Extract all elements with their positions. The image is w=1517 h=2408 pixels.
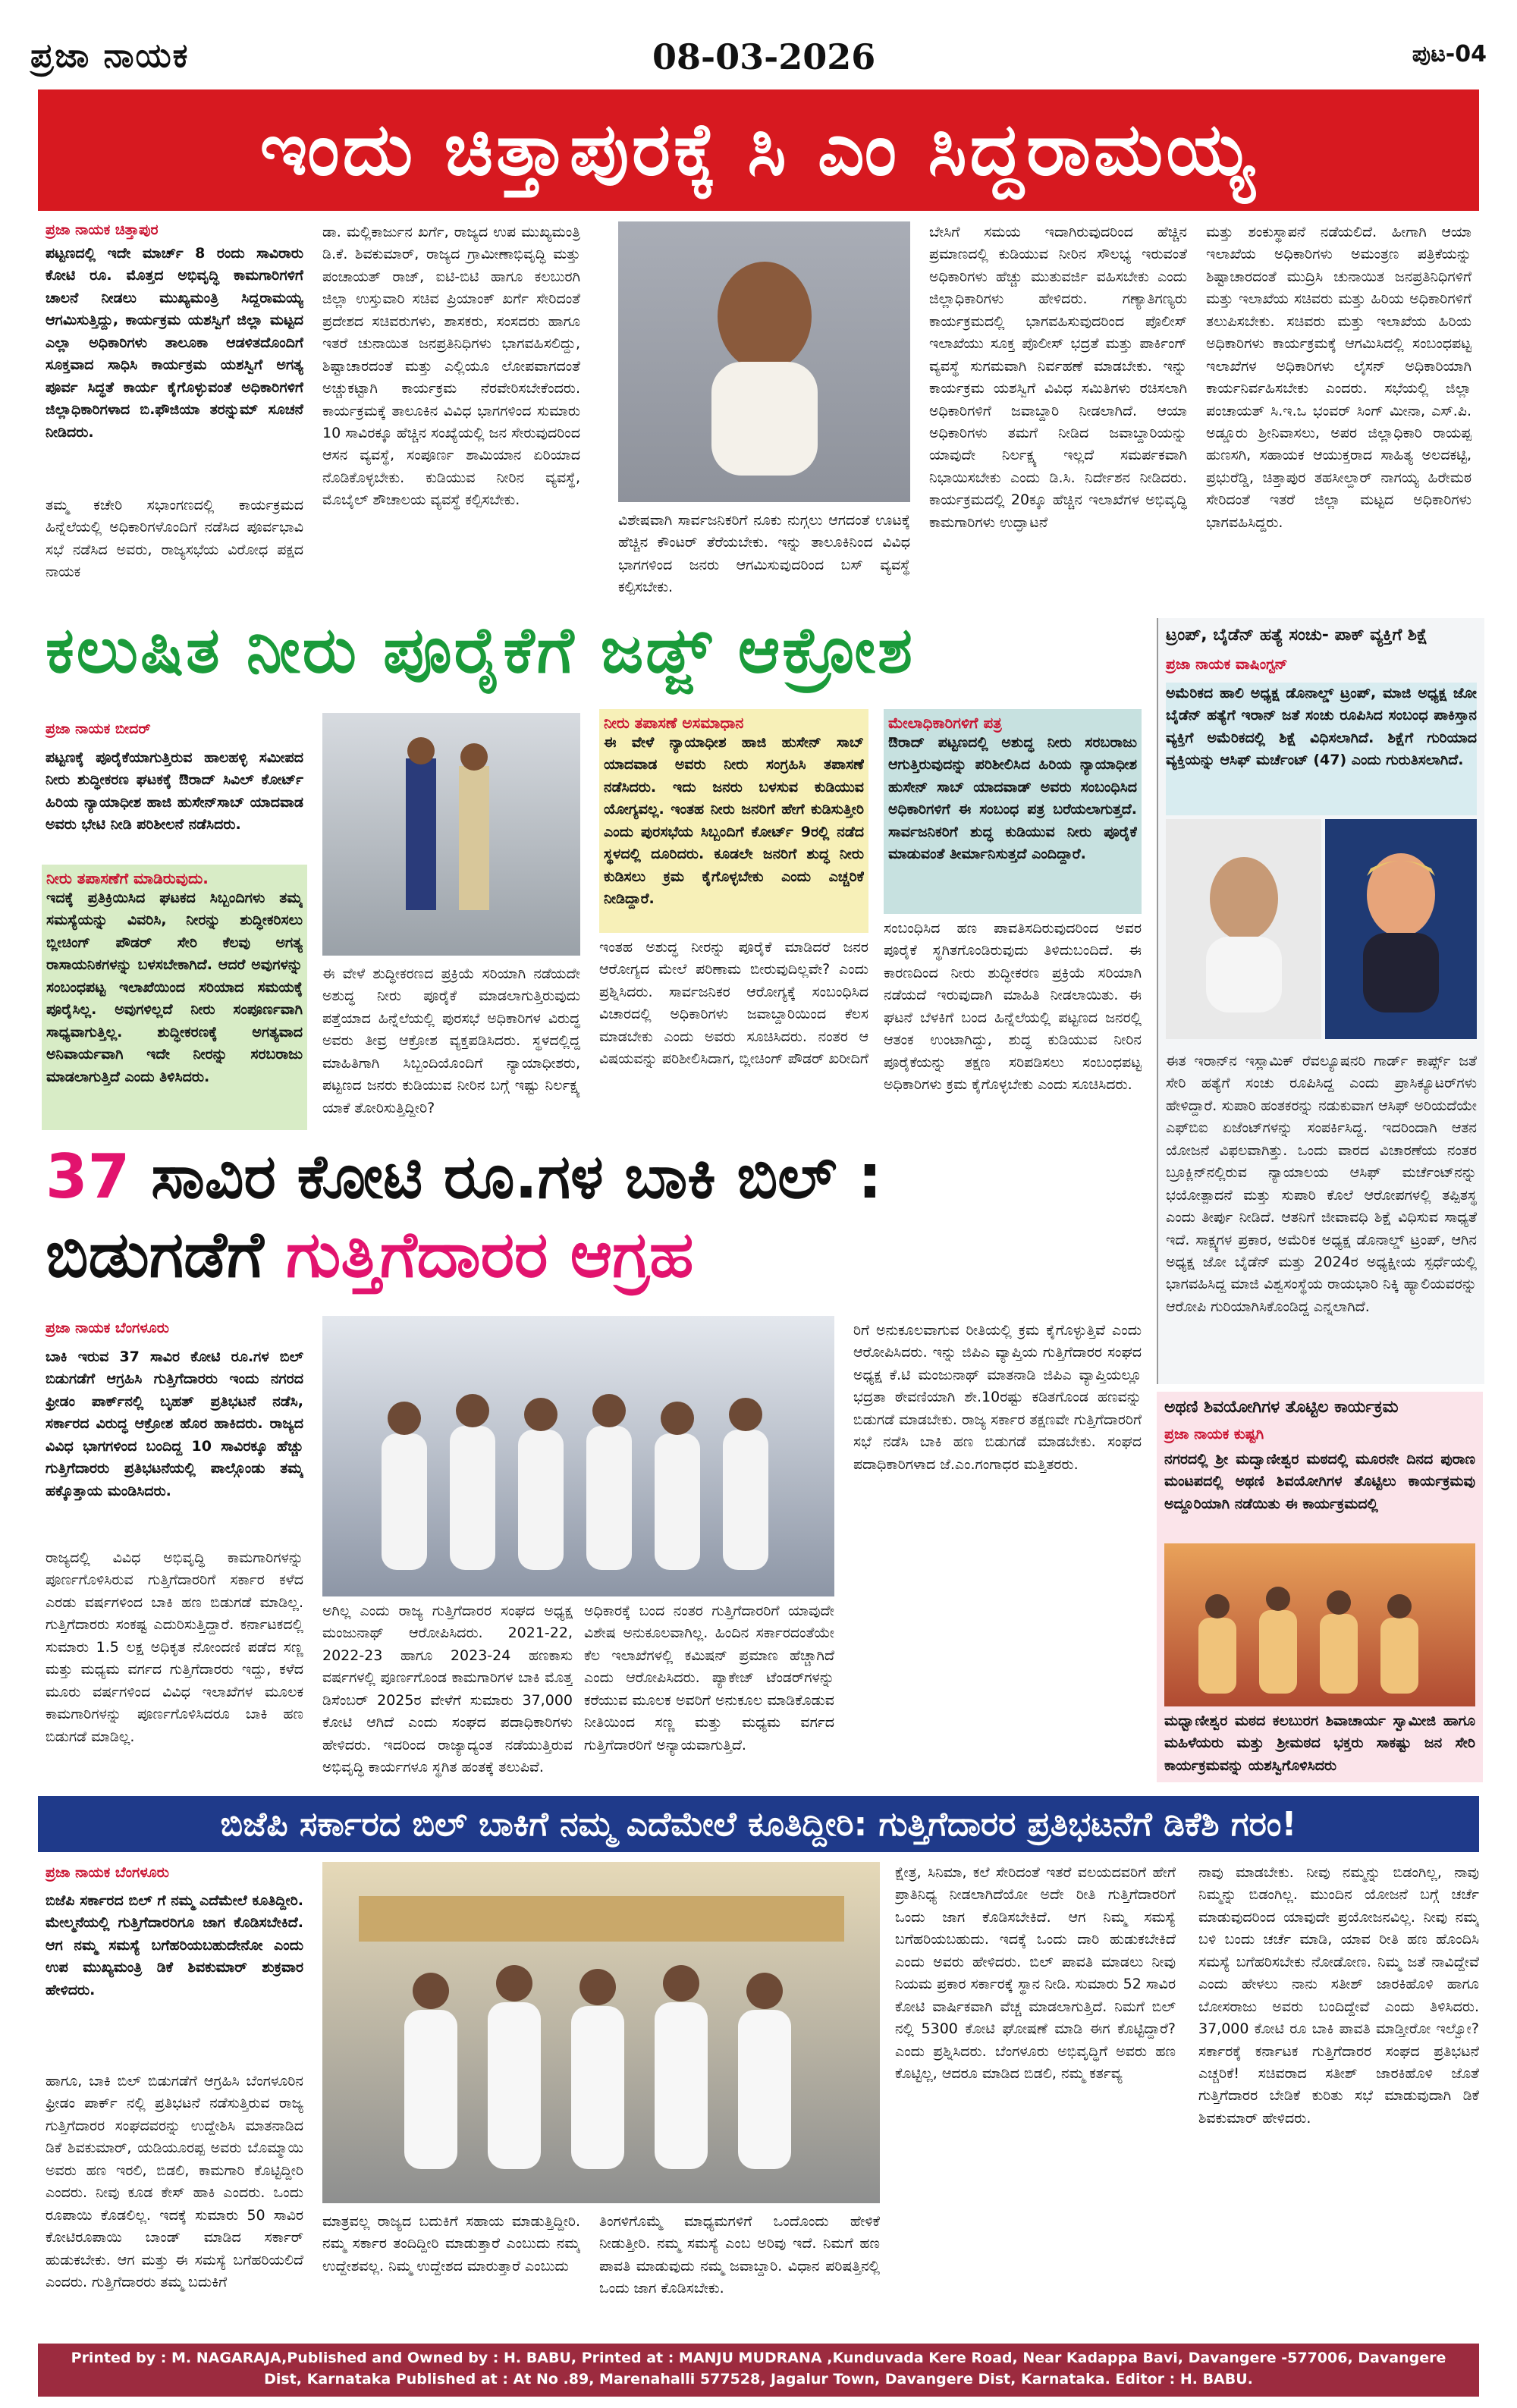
lead-col-2: ಡಾ. ಮಲ್ಲಿಕಾರ್ಜುನ ಖರ್ಗೆ, ರಾಜ್ಯದ ಉಪ ಮುಖ್ಯಮಂತ್ರಿ ಡಿ.ಕೆ. ಶಿವಕುಮಾರ್, ರಾಜ್ಯದ ಗ್ರಾಮೀಣಾಭಿವೃದ್ಧಿ ಮತ್ತು ಪಂಚಾಯತ್ ರಾಜ್, ಐಟಿ-ಬಿಟಿ ಹಾಗೂ ಕಲಬುರಗಿ ಜಿಲ್ಲಾ ಉಸ್ತುವಾರಿ ಸಚಿವ ಪ್ರಿಯಾಂಕ್ ಖರ್ಗೆ ಸೇರಿದಂತೆ ಪ್ರದೇಶದ ಸಚಿವರುಗಳು, ಶಾಸಕರು, ಸಂಸದರು ಹಾಗೂ ಇತರೆ ಚುನಾಯಿತ ಜನಪ್ರತಿನಿಧಿಗಳು ಭಾಗವಹಿಸಲಿದ್ದು, ಶಿಷ್ಟಾಚಾರದಂತೆ ಮತ್ತು ಎಲ್ಲಿಯೂ ಲೋಪವಾಗದಂತೆ ಅಚ್ಚುಕಟ್ಟಾಗಿ ಕಾರ್ಯಕ್ರಮ ನೆರವೇರಿಸಬೇಕೆಂದರು. ಕಾರ್ಯಕ್ರಮಕ್ಕೆ ತಾಲೂಕಿನ ವಿವಿಧ ಭಾಗಗಳಿಂದ ಸುಮಾರು 10 ಸಾವಿರಕ್ಕೂ ಹೆಚ್ಚಿನ ಸಂಖ್ಯೆಯಲ್ಲಿ ಜನ ಸೇರುವುದರಿಂದ ಆಸನ ವ್ಯವಸ್ಥೆ, ಸಂಪೂರ್ಣ ಶಾಮಿಯಾನ ಏರಿಯಾದ ನೊಡಿಕೊಳ್ಳಬೇಕು. ಕುಡಿಯುವ ನೀರಿನ ವ್ಯವಸ್ಥೆ, ಮೊಬೈಲ್ ಶೌಚಾಲಯ ವ್ಯವಸ್ಥೆ ಕಲ್ಪಿಸಬೇಕು.	[322, 224, 580, 509]
bills-headline-number: 37	[46, 1141, 130, 1212]
bills-col-3: ಅಧಿಕಾರಕ್ಕೆ ಬಂದ ನಂತರ ಗುತ್ತಿಗೆದಾರರಿಗೆ ಯಾವುದೇ ವಿಶೇಷ ಅನುಕೂಲವಾಗಿಲ್ಲ. ಹಿಂದಿನ ಸರ್ಕಾರದಂತೆಯೇ ಕೆಲ ಇಲಾಖೆಗಳಲ್ಲಿ ಕಮಿಷನ್ ಪ್ರಮಾಣ ಹೆಚ್ಚಾಗಿದೆ ಎಂದು ಆರೋಪಿಸಿದರು. ಪ್ಯಾಕೇಜ್ ಟೆಂಡರ್‌ಗಳನ್ನು ಕರೆಯುವ ಮೂಲಕ ಅವರಿಗೆ ಅನುಕೂಲ ಮಾಡಿಕೊಡುವ ನೀತಿಯಿಂದ ಸಣ್ಣ ಮತ್ತು ಮಧ್ಯಮ ವರ್ಗದ ಗುತ್ತಿಗೆದಾರರಿಗೆ ಅನ್ಯಾಯವಾಗುತ್ತಿದೆ.	[584, 1603, 834, 1753]
water-sub-3: ಮೇಲಾಧಿಕಾರಿಗಳಿಗೆ ಪತ್ರ	[888, 714, 1002, 732]
lead-intro: ಪಟ್ಟಣದಲ್ಲಿ ಇದೇ ಮಾರ್ಚ್ 8 ರಂದು ಸಾವಿರಾರು ಕೋಟಿ ರೂ. ಮೊತ್ತದ ಅಭಿವೃದ್ಧಿ ಕಾಮಗಾರಿಗಳಿಗೆ ಚಾಲನೆ ನೀಡಲು ಮುಖ್ಯಮಂತ್ರಿ ಸಿದ್ದರಾಮಯ್ಯ ಆಗಮಿಸುತ್ತಿದ್ದು, ಕಾರ್ಯಕ್ರಮ ಯಶಸ್ವಿಗೆ ಜಿಲ್ಲಾ ಮಟ್ಟದ ಎಲ್ಲಾ ಅಧಿಕಾರಿಗಳು ತಾಲೂಕಾ ಆಡಳಿತದೊಂದಿಗೆ ಸೂಕ್ತವಾದ ಸಾಧಿಸಿ ಕಾರ್ಯಕ್ರಮ ಯಶಸ್ವಿಗೆ ಅಗತ್ಯ ಪೂರ್ವ ಸಿದ್ಧತೆ ಕಾರ್ಯ ಕೈಗೊಳ್ಳುವಂತೆ ಅಧಿಕಾರಿಗಳಿಗೆ ಜಿಲ್ಲಾಧಿಕಾರಿಗಳಾದ ಬಿ.ಫೌಜಿಯಾ ತರನ್ನುಮ್ ಸೂಚನೆ ನೀಡಿದರು.	[46, 245, 303, 441]
water-box-1	[42, 865, 307, 1130]
bills-headline-1	[46, 1141, 1145, 1210]
trump-headline: ಟ್ರಂಪ್, ಬೈಡೆನ್ ಹತ್ಯೆ ಸಂಚು- ಪಾಕ್ ವ್ಯಕ್ತಿಗೆ ಶಿಕ್ಷೆ	[1166, 626, 1428, 645]
bills-headline-text-1: ಸಾವಿರ ಕೋಟಿ ರೂ.ಗಳ ಬಾಕಿ ಬಿಲ್ :	[151, 1141, 882, 1212]
dks-col-1: ಹಾಗೂ, ಬಾಕಿ ಬಿಲ್ ಬಿಡುಗಡೆಗೆ ಆಗ್ರಹಿಸಿ ಬೆಂಗಳೂರಿನ ಫ್ರೀಡಂ ಪಾರ್ಕ್ ನಲ್ಲಿ ಪ್ರತಿಭಟನೆ ನಡೆಸುತ್ತಿರುವ ರಾಜ್ಯ ಗುತ್ತಿಗೆದಾರರ ಸಂಘದವರನ್ನು ಉದ್ದೇಶಿಸಿ ಮಾತನಾಡಿದ ಡಿಕೆ ಶಿವಕುಮಾರ್, ಯಡಿಯೂರಪ್ಪ ಅವರು ಬೊಮ್ಮಾಯಿ ಅವರು ಹಣ ಇರಲಿ, ಬಿಡಲಿ, ಕಾಮಗಾರಿ ಕೊಟ್ಟಿದ್ದೀರಿ ಎಂದರು. ನೀವು ಕೂಡ ಕೇಸ್ ಹಾಕಿ ಎಂದರು. ಒಂದು ರೂಪಾಯಿ ಕೊಡಲಿಲ್ಲ. ಇದಕ್ಕೆ ಸುಮಾರು 50 ಸಾವಿರ ಕೋಟಿರೂಪಾಯಿ ಬಾಂಡ್ ಮಾಡಿದ ಸರ್ಕಾರ್ ಹುಡುಕಬೇಕು. ಆಗ ಮತ್ತು ಈ ಸಮಸ್ಯೆ ಬಗೆಹರಿಯಲಿದೆ ಎಂದರು. ಗುತ್ತಿಗೆದಾರರು ತಮ್ಮ ಬದುಕಿಗೆ	[46, 2073, 303, 2290]
lead-col-4: ಬೇಸಿಗೆ ಸಮಯ ಇದಾಗಿರುವುದರಿಂದ ಹೆಚ್ಚಿನ ಪ್ರಮಾಣದಲ್ಲಿ ಕುಡಿಯುವ ನೀರಿನ ಸೌಲಭ್ಯ ಇರುವಂತೆ ಅಧಿಕಾರಿಗಳು ಹೆಚ್ಚು ಮುತುವರ್ಜಿ ವಹಿಸಬೇಕು ಎಂದು ಜಿಲ್ಲಾಧಿಕಾರಿಗಳು ಹೇಳಿದರು. ಗಣ್ಯಾತಿಗಣ್ಯರು ಕಾರ್ಯಕ್ರಮದಲ್ಲಿ ಭಾಗವಹಿಸುವುದರಿಂದ ಪೊಲೀಸ್ ಇಲಾಖೆಯು ಸೂಕ್ತ ಪೊಲೀಸ್ ಭದ್ರತೆ ಮತ್ತು ಪಾರ್ಕಿಂಗ್ ವ್ಯವಸ್ಥೆ ಸುಗಮವಾಗಿ ನಿರ್ವಹಣೆ ಮಾಡಬೇಕು. ಇನ್ನು ಕಾರ್ಯಕ್ರಮ ಯಶಸ್ವಿಗೆ ವಿವಿಧ ಸಮಿತಿಗಳು ರಚಿಸಲಾಗಿ ಅಧಿಕಾರಿಗಳಿಗೆ ಜವಾಬ್ದಾರಿ ನೀಡಲಾಗಿದೆ. ಆಯಾ ಅಧಿಕಾರಿಗಳು ತಮಗೆ ನೀಡಿದ ಜವಾಬ್ದಾರಿಯನ್ನು ಯಾವುದೇ ನಿರ್ಲಕ್ಷ್ಯ ಇಲ್ಲದೆ ಸಮರ್ಪಕವಾಗಿ ನಿಭಾಯಿಸಬೇಕು ಎಂದು ಡಿ.ಸಿ. ನಿರ್ದೇಶನ ನೀಡಿದರು. ಕಾರ್ಯಕ್ರಮದಲ್ಲಿ 20ಕ್ಕೂ ಹೆಚ್ಚಿನ ಇಲಾಖೆಗಳ ಅಭಿವೃದ್ಧಿ ಕಾಮಗಾರಿಗಳು ಉದ್ಘಾಟನೆ	[929, 224, 1187, 531]
dks-col-4: ಕ್ಷೇತ್ರ, ಸಿನಿಮಾ, ಕಲೆ ಸೇರಿದಂತೆ ಇತರೆ ವಲಯದವರಿಗೆ ಹೇಗೆ ಪ್ರಾತಿನಿಧ್ಯ ನೀಡಲಾಗಿದೆಯೋ ಅದೇ ರೀತಿ ಗುತ್ತಿಗೆದಾರರಿಗೆ ಒಂದು ಜಾಗ ಕೊಡಿಸಬೇಕಿದೆ. ಆಗ ನಿಮ್ಮ ಸಮಸ್ಯೆ ಬಗೆಹರಿಯಬಹುದು. ಇದಕ್ಕೆ ಒಂದು ದಾರಿ ಹುಡುಕಬೇಕಿದೆ ಎಂದು ಅವರು ಹೇಳಿದರು. ಬಿಲ್ ಪಾವತಿ ಮಾಡಲು ನೀವು ನಿಯಮ ಪ್ರಕಾರ ಸರ್ಕಾರಕ್ಕೆ ಸ್ಥಾನ ನೀಡಿ. ಸುಮಾರು 52 ಸಾವಿರ ಕೋಟಿ ವಾರ್ಷಿಕವಾಗಿ ವೆಚ್ಚ ಮಾಡಲಾಗುತ್ತಿದೆ. ನಿಮಗೆ ಬಿಲ್ ನಲ್ಲಿ 5300 ಕೋಟಿ ಘೋಷಣೆ ಮಾಡಿ ಈಗ ಕೊಟ್ಟಿದ್ದಾರೆ? ಎಂದು ಪ್ರಶ್ನಿಸಿದರು. ಬೆಂಗಳೂರು ಅಭಿವೃದ್ಧಿಗೆ ಅವರು ಹಣ ಕೊಟ್ಟಿಲ್ಲ, ಆದರೂ ಮಾಡಿದ ಬಿಡಲಿ, ನಮ್ಮ ಕರ್ತವ್ಯ	[895, 1864, 1176, 2082]
water-headline: ಕಲುಷಿತ ನೀರು ಪೂರೈಕೆಗೆ ಜಡ್ಜ್ ಆಕ್ರೋಶ	[46, 613, 915, 687]
judge-inspection-photo	[322, 713, 580, 956]
imprint-footer	[38, 2344, 1479, 2397]
lead-col-1: ತಮ್ಮ ಕಚೇರಿ ಸಭಾಂಗಣದಲ್ಲಿ ಕಾರ್ಯಕ್ರಮದ ಹಿನ್ನೆಲೆಯಲ್ಲಿ ಅಧಿಕಾರಿಗಳೊಂದಿಗೆ ನಡೆಸಿದ ಪೂರ್ವಭಾವಿ ಸಭೆ ನಡೆಸಿದ ಅವರು, ರಾಜ್ಯಸಭೆಯ ವಿರೋಧ ಪಕ್ಷದ ನಾಯಕ	[46, 497, 303, 581]
bills-byline: ಪ್ರಜಾ ನಾಯಕ ಬೆಂಗಳೂರು	[46, 1320, 169, 1336]
imprint-line-1: Printed by : M. NAGARAJA,Published and Owned by : H. BABU, Printed at : MANJU MUDRANA ,Kunduvada Kere Road, Near Kadappa Bavi, Davangere -577006, Davangere	[71, 2350, 1446, 2366]
water-box-3-text: ಔರಾದ್ ಪಟ್ಟಣದಲ್ಲಿ ಅಶುದ್ಧ ನೀರು ಸರಬರಾಜು ಆಗುತ್ತಿರುವುದನ್ನು ಪರಿಶೀಲಿಸಿದ ಹಿರಿಯ ನ್ಯಾಯಾಧೀಶ ಹುಸೇನ್ ಸಾಬ್ ಯಾದವಾಡ್ ಅವರು ಸಂಬಂಧಿಸಿದ ಅಧಿಕಾರಿಗಳಿಗೆ ಈ ಸಂಬಂಧ ಪತ್ರ ಬರೆಯಲಾಗುತ್ತದೆ. ಸಾರ್ವಜನಿಕರಿಗೆ ಶುದ್ಧ ಕುಡಿಯುವ ನೀರು ಪೂರೈಕೆ ಮಾಡುವಂತೆ ತೀರ್ಮಾನಿಸುತ್ತದೆ ಎಂದಿದ್ದಾರೆ.	[888, 734, 1137, 863]
imprint-line-2: Dist, Karnataka Published at : At No .89, Marenahalli 577528, Jagalur Town, Davangere Dist, Karnataka. Editor : H. BABU.	[264, 2370, 1253, 2388]
accused-photo	[1166, 819, 1321, 1039]
water-byline: ಪ್ರಜಾ ನಾಯಕ ಬೀದರ್	[46, 721, 151, 737]
page-number: ಪುಟ-04	[1412, 41, 1487, 67]
shivayogi-caption: ಮಧ್ವಾಣೀಶ್ವರ ಮಠದ ಕಲಬುರಗ ಶಿವಾಚಾರ್ಯ ಸ್ವಾಮೀಜಿ ಹಾಗೂ ಮಹಿಳೆಯರು ಮತ್ತು ಶ್ರೀಮಠದ ಭಕ್ತರು ಸಾಕಷ್ಟು ಜನ ಸೇರಿ ಕಾರ್ಯಕ್ರಮವನ್ನು ಯಶಸ್ವಿಗೊಳಿಸಿದರು	[1164, 1713, 1475, 1774]
water-box-2-text: ಈ ವೇಳೆ ನ್ಯಾಯಾಧೀಶ ಹಾಜಿ ಹುಸೇನ್ ಸಾಬ್ ಯಾದವಾಡ ಅವರು ನೀರು ಸಂಗ್ರಹಿಸಿ ತಪಾಸಣೆ ನಡೆಸಿದರು. ಇದು ಜನರು ಬಳಸುವ ಕುಡಿಯುವ ಯೋಗ್ಯವಲ್ಲ. ಇಂತಹ ನೀರು ಜನರಿಗೆ ಹೇಗೆ ಕುಡಿಸುತ್ತೀರಿ ಎಂದು ಪುರಸಭೆಯ ಸಿಬ್ಬಂದಿಗೆ ಕೋರ್ಟ್ 9ರಲ್ಲಿ ನಡೆದ ಸ್ಥಳದಲ್ಲಿ ದೂರಿದರು. ಕೂಡಲೇ ಜನರಿಗೆ ಶುದ್ಧ ನೀರು ಕುಡಿಸಲು ಕ್ರಮ ಕೈಗೊಳ್ಳಬೇಕು ಎಂದು ಎಚ್ಚರಿಕೆ ನೀಡಿದ್ದಾರೆ.	[604, 734, 864, 908]
issue-date: 08-03-2026	[652, 36, 876, 77]
person-icon	[1348, 846, 1454, 1012]
lead-byline: ಪ್ರಜಾ ನಾಯಕ ಚಿತ್ತಾಪುರ	[46, 221, 159, 238]
trump-story	[1157, 618, 1484, 1384]
bills-col-1: ರಾಜ್ಯದಲ್ಲಿ ವಿವಿಧ ಅಭಿವೃದ್ಧಿ ಕಾಮಗಾರಿಗಳನ್ನು ಪೂರ್ಣಗೊಳಿಸಿರುವ ಗುತ್ತಿಗೆದಾರರಿಗೆ ಸರ್ಕಾರ ಕಳೆದ ಎರಡು ವರ್ಷಗಳಿಂದ ಬಾಕಿ ಹಣ ಬಿಡುಗಡೆ ಮಾಡಿಲ್ಲ. ಗುತ್ತಿಗೆದಾರರು ಸಂಕಷ್ಟ ಎದುರಿಸುತ್ತಿದ್ದಾರೆ. ಕರ್ನಾಟಕದಲ್ಲಿ ಸುಮಾರು 1.5 ಲಕ್ಷ ಅಧಿಕೃತ ನೋಂದಣಿ ಪಡೆದ ಸಣ್ಣ ಮತ್ತು ಮಧ್ಯಮ ವರ್ಗದ ಗುತ್ತಿಗೆದಾರರು ಇದ್ದು, ಕಳೆದ ಮೂರು ವರ್ಷಗಳಿಂದ ವಿವಿಧ ಇಲಾಖೆಗಳ ಮೂಲಕ ಕಾಮಗಾರಿಗಳನ್ನು ಪೂರ್ಣಗೊಳಿಸಿದರೂ ಬಾಕಿ ಹಣ ಬಿಡುಗಡೆ ಮಾಡಿಲ್ಲ.	[46, 1549, 303, 1745]
water-box-1-text: ಇದಕ್ಕೆ ಪ್ರತಿಕ್ರಿಯಿಸಿದ ಘಟಕದ ಸಿಬ್ಬಂದಿಗಳು ತಮ್ಮ ಸಮಸ್ಯೆಯನ್ನು ವಿವರಿಸಿ, ನೀರನ್ನು ಶುದ್ಧೀಕರಿಸಲು ಬ್ಲೀಚಿಂಗ್ ಪೌಡರ್ ಸೇರಿ ಕೆಲವು ಅಗತ್ಯ ರಾಸಾಯನಿಕಗಳನ್ನು ಬಳಸಬೇಕಾಗಿದೆ. ಆದರೆ ಅವುಗಳನ್ನು ಸಂಬಂಧಪಟ್ಟ ಇಲಾಖೆಯಿಂದ ಸರಿಯಾದ ಸಮಯಕ್ಕೆ ಪೂರೈಸಿಲ್ಲ. ಅವುಗಳಿಲ್ಲದೆ ನೀರು ಸಂಪೂರ್ಣವಾಗಿ ಸಾಧ್ಯವಾಗುತ್ತಿಲ್ಲ. ಶುದ್ಧೀಕರಣಕ್ಕೆ ಅಗತ್ಯವಾದ ಅನಿವಾರ್ಯವಾಗಿ ಇದೇ ನೀರನ್ನು ಸರಬರಾಜು ಮಾಡಲಾಗುತ್ತಿದೆ ಎಂದು ತಿಳಿಸಿದರು.	[46, 890, 303, 1085]
dks-byline: ಪ್ರಜಾ ನಾಯಕ ಬೆಂಗಳೂರು	[46, 1864, 169, 1881]
water-col-3: ಇಂತಹ ಅಶುದ್ಧ ನೀರನ್ನು ಪೂರೈಕೆ ಮಾಡಿದರೆ ಜನರ ಆರೋಗ್ಯದ ಮೇಲೆ ಪರಿಣಾಮ ಬೀರುವುದಿಲ್ಲವೇ? ಎಂದು ಪ್ರಶ್ನಿಸಿದರು. ಸಾರ್ವಜನಿಕರ ಆರೋಗ್ಯಕ್ಕೆ ಸಂಬಂಧಿಸಿದ ವಿಚಾರದಲ್ಲಿ ಅಧಿಕಾರಿಗಳು ಜವಾಬ್ದಾರಿಯಿಂದ ಕೆಲಸ ಮಾಡಬೇಕು ಎಂದು ಅವರು ಸೂಚಿಸಿದರು. ನಂತರ ಆ ವಿಷಯವನ್ನು ಪರಿಶೀಲಿಸಿದಾಗ, ಬ್ಲೀಚಿಂಗ್ ಪೌಡರ್ ಖರೀದಿಗೆ	[599, 939, 868, 1068]
lead-headline: ಇಂದು ಚಿತ್ತಾಪುರಕ್ಕೆ ಸಿ ಎಂ ಸಿದ್ದರಾಮಯ್ಯ	[38, 89, 1479, 211]
dks-intro: ಬಿಜೆಪಿ ಸರ್ಕಾರದ ಬಿಲ್ ಗೆ ನಮ್ಮ ಎದೆಮೇಲೆ ಕೂತಿದ್ದೀರಿ. ಮೇಲ್ಮನೆಯಲ್ಲಿ ಗುತ್ತಿಗೆದಾರರಿಗೂ ಜಾಗ ಕೊಡಿಸಬೇಕಿದೆ. ಆಗ ನಮ್ಮ ಸಮಸ್ಯೆ ಬಗೆಹರಿಯಬಹುದೇನೋ ಎಂದು ಉಪ ಮುಖ್ಯಮಂತ್ರಿ ಡಿಕೆ ಶಿವಕುಮಾರ್ ಶುಕ್ರವಾರ ಹೇಳಿದರು.	[46, 1892, 303, 1998]
shivayogi-byline: ಪ್ರಜಾ ನಾಯಕ ಕುಷ್ಟಗಿ	[1164, 1426, 1264, 1443]
water-sub-1: ನೀರು ತಪಾಸಣೆಗೆ ಮಾಡಿರುವುದು.	[46, 869, 209, 887]
lead-col-3: ವಿಶೇಷವಾಗಿ ಸಾರ್ವಜನಿಕರಿಗೆ ನೂಕು ನುಗ್ಗಲು ಆಗದಂತೆ ಊಟಕ್ಕೆ ಹೆಚ್ಚಿನ ಕೌಂಟರ್ ತೆರೆಯಬೇಕು. ಇನ್ನು ತಾಲೂಕಿನಿಂದ ವಿವಿಧ ಭಾಗಗಳಿಂದ ಜನರು ಆಗಮಿಸುವುದರಿಂದ ಬಸ್ ವ್ಯವಸ್ಥೆ ಕಲ್ಪಿಸಬೇಕು.	[618, 512, 910, 596]
shivayogi-headline: ಅಥಣಿ ಶಿವಯೋಗಿಗಳ ತೊಟ್ಟಿಲ ಕಾರ್ಯಕ್ರಮ	[1164, 1398, 1399, 1417]
person-icon	[681, 248, 848, 476]
trump-body: ಈತ ಇರಾನ್‌ನ ಇಸ್ಲಾಮಿಕ್ ರೆವಲ್ಯೂಷನರಿ ಗಾರ್ಡ್ ಕಾರ್ಪ್ಸ್ ಜತೆ ಸೇರಿ ಹತ್ಯೆಗೆ ಸಂಚು ರೂಪಿಸಿದ್ದ ಎಂದು ಪ್ರಾಸಿಕ್ಯೂಟರ್‌ಗಳು ಹೇಳಿದ್ದಾರೆ. ಸುಪಾರಿ ಹಂತಕರನ್ನು ನಡುಕುವಾಗ ಆಸಿಫ್ ಅರಿಯದೆಯೇ ಎಫ್‌ಬಿಐ ಏಜೆಂಟ್‌ಗಳನ್ನು ಸಂಪರ್ಕಿಸಿದ್ದ. ಇದರಿಂದಾಗಿ ಆತನ ಯೋಜನೆ ವಿಫಲವಾಗಿತ್ತು. ಒಂದು ವಾರದ ವಿಚಾರಣೆಯ ನಂತರ ಬ್ರೂಕ್ಲಿನ್‌ನಲ್ಲಿರುವ ನ್ಯಾಯಾಲಯ ಆಸಿಫ್ ಮರ್ಚೆಂಟ್‌ನನ್ನು ಭಯೋತ್ಪಾದನೆ ಮತ್ತು ಸುಪಾರಿ ಕೊಲೆ ಆರೋಪಗಳಲ್ಲಿ ತಪ್ಪಿತಸ್ಥ ಎಂದು ತೀರ್ಪು ನೀಡಿದೆ. ಆತನಿಗೆ ಜೀವಾವಧಿ ಶಿಕ್ಷೆ ವಿಧಿಸುವ ಸಾಧ್ಯತೆ ಇದೆ. ಸಾಕ್ಷ್ಯಗಳ ಪ್ರಕಾರ, ಅಮೆರಿಕ ಅಧ್ಯಕ್ಷ ಡೊನಾಲ್ಡ್ ಟ್ರಂಪ್, ಆಗಿನ ಅಧ್ಯಕ್ಷ ಜೋ ಬೈಡೆನ್ ಮತ್ತು 2024ರ ಅಧ್ಯಕ್ಷೀಯ ಸ್ಪರ್ಧೆಯಲ್ಲಿ ಭಾಗವಹಿಸಿದ್ದ ಮಾಜಿ ವಿಶ್ವಸಂಸ್ಥೆಯ ರಾಯಭಾರಿ ನಿಕ್ಕಿ ಹ್ಯಾಲಿಯವರನ್ನು ಆರೋಪಿ ಗುರಿಯಾಗಿಸಿಕೊಂಡಿದ್ದ ಎನ್ನಲಾಗಿದೆ.	[1166, 1053, 1477, 1315]
stage-icon	[359, 1896, 844, 2169]
bills-col-2: ಅಗಿಲ್ಲ ಎಂದು ರಾಜ್ಯ ಗುತ್ತಿಗೆದಾರರ ಸಂಘದ ಅಧ್ಯಕ್ಷ ಮಂಜುನಾಥ್ ಆರೋಪಿಸಿದರು. 2021-22, 2022-23 ಹಾಗೂ 2023-24 ಹಣಕಾಸು ವರ್ಷಗಳಲ್ಲಿ ಪೂರ್ಣಗೊಂಡ ಕಾಮಗಾರಿಗಳ ಬಾಕಿ ಮೊತ್ತ ಡಿಸೆಂಬರ್ 2025ರ ವೇಳೆಗೆ ಸುಮಾರು 37,000 ಕೋಟಿ ಆಗಿದೆ ಎಂದು ಸಂಘದ ಪದಾಧಿಕಾರಿಗಳು ಹೇಳಿದರು. ಇದರಿಂದ ರಾಜ್ಯಾದ್ಯಂತ ನಡೆಯುತ್ತಿರುವ ಅಭಿವೃದ್ಧಿ ಕಾರ್ಯಗಳೂ ಸ್ಥಗಿತ ಹಂತಕ್ಕೆ ತಲುಪಿವೆ.	[322, 1603, 573, 1776]
dks-headline: ಬಿಜೆಪಿ ಸರ್ಕಾರದ ಬಿಲ್ ಬಾಕಿಗೆ ನಮ್ಮ ಎದೆಮೇಲೆ ಕೂತಿದ್ದೀರಿ: ಗುತ್ತಿಗೆದಾರರ ಪ್ರತಿಭಟನೆಗೆ ಡಿಕೆಶಿ ಗರಂ!	[38, 1796, 1479, 1852]
water-col-4: ಸಂಬಂಧಿಸಿದ ಹಣ ಪಾವತಿಸದಿರುವುದರಿಂದ ಅವರ ಪೂರೈಕೆ ಸ್ಥಗಿತಗೊಂಡಿರುವುದು ತಿಳಿದುಬಂದಿದೆ. ಈ ಕಾರಣದಿಂದ ನೀರು ಶುದ್ಧೀಕರಣ ಪ್ರಕ್ರಿಯೆ ಸರಿಯಾಗಿ ನಡೆಯದೆ ಇರುವುದಾಗಿ ಮಾಹಿತಿ ನೀಡಲಾಯಿತು. ಈ ಘಟನೆ ಬೆಳಕಿಗೆ ಬಂದ ಹಿನ್ನೆಲೆಯಲ್ಲಿ ಪಟ್ಟಣದ ಜನರಲ್ಲಿ ಆತಂಕ ಉಂಟಾಗಿದ್ದು, ಶುದ್ಧ ಕುಡಿಯುವ ನೀರಿನ ಪೂರೈಕೆಯನ್ನು ತಕ್ಷಣ ಸರಿಪಡಿಸಲು ಸಂಬಂಧಪಟ್ಟ ಅಧಿಕಾರಿಗಳು ಕ್ರಮ ಕೈಗೊಳ್ಳಬೇಕು ಎಂದು ಸೂಚಿಸಿದರು.	[884, 920, 1142, 1094]
contractors-protest-photo	[322, 1316, 834, 1596]
crowd-icon	[351, 1342, 806, 1570]
water-col-2: ಈ ವೇಳೆ ಶುದ್ಧೀಕರಣದ ಪ್ರಕ್ರಿಯೆ ಸರಿಯಾಗಿ ನಡೆಯದೇ ಅಶುದ್ಧ ನೀರು ಪೂರೈಕೆ ಮಾಡಲಾಗುತ್ತಿರುವುದು ಪತ್ತೆಯಾದ ಹಿನ್ನೆಲೆಯಲ್ಲಿ ಪುರಸಭೆ ಅಧಿಕಾರಿಗಳ ವಿರುದ್ಧ ಅವರು ತೀವ್ರ ಆಕ್ರೋಶ ವ್ಯಕ್ತಪಡಿಸಿದರು. ಸ್ಥಳದಲ್ಲಿದ್ದ ಮಾಹಿತಿಗಾಗಿ ಸಿಬ್ಬಂದಿಯೊಂದಿಗೆ ನ್ಯಾಯಾಧೀಶರು, ಪಟ್ಟಣದ ಜನರು ಕುಡಿಯುವ ನೀರಿನ ಬಗ್ಗೆ ಇಷ್ಟು ನಿರ್ಲಕ್ಷ್ಯ ಯಾಕೆ ತೋರಿಸುತ್ತಿದ್ದೀರಿ?	[322, 965, 580, 1116]
trump-photo	[1325, 819, 1477, 1039]
trump-intro: ಅಮೆರಿಕದ ಹಾಲಿ ಅಧ್ಯಕ್ಷ ಡೊನಾಲ್ಡ್ ಟ್ರಂಪ್, ಮಾಜಿ ಅಧ್ಯಕ್ಷ ಜೋ ಬೈಡೆನ್ ಹತ್ಯೆಗೆ ಇರಾನ್ ಜತೆ ಸಂಚು ರೂಪಿಸಿದ ಸಂಬಂಧ ಪಾಕಿಸ್ತಾನ ವ್ಯಕ್ತಿಗೆ ಅಮೆರಿಕದಲ್ಲಿ ಶಿಕ್ಷೆ ವಿಧಿಸಲಾಗಿದೆ. ಶಿಕ್ಷೆಗೆ ಗುರಿಯಾದ ವ್ಯಕ್ತಿಯನ್ನು ಆಸಿಫ್ ಮರ್ಚೆಂಟ್ (47) ಎಂದು ಗುರುತಿಸಲಾಗಿದೆ.	[1166, 683, 1477, 815]
dks-col-3: ತಿಂಗಳಿಗೊಮ್ಮೆ ಮಾಧ್ಯಮಗಳಿಗೆ ಒಂದೊಂದು ಹೇಳಿಕೆ ನೀಡುತ್ತೀರಿ. ನಮ್ಮ ಸಮಸ್ಯೆ ಎಂಬ ಅರಿವು ಇದೆ. ನಿಮಗೆ ಹಣ ಪಾವತಿ ಮಾಡುವುದು ನಮ್ಮ ಜವಾಬ್ದಾರಿ. ವಿಧಾನ ಪರಿಷತ್ತಿನಲ್ಲಿ ಒಂದು ಜಾಗ ಕೊಡಿಸಬೇಕು.	[599, 2213, 880, 2297]
masthead	[30, 30, 1487, 83]
paper-name: ಪ್ರಜಾ ನಾಯಕ	[30, 36, 190, 75]
bills-intro: ಬಾಕಿ ಇರುವ 37 ಸಾವಿರ ಕೋಟಿ ರೂ.ಗಳ ಬಿಲ್ ಬಿಡುಗಡೆಗೆ ಆಗ್ರಹಿಸಿ ಗುತ್ತಿಗೆದಾರರು ಇಂದು ನಗರದ ಫ್ರೀಡಂ ಪಾರ್ಕ್‌ನಲ್ಲಿ ಬೃಹತ್ ಪ್ರತಿಭಟನೆ ನಡೆಸಿ, ಸರ್ಕಾರದ ವಿರುದ್ಧ ಆಕ್ರೋಶ ಹೊರ ಹಾಕಿದರು. ರಾಜ್ಯದ ವಿವಿಧ ಭಾಗಗಳಿಂದ ಬಂದಿದ್ದ 10 ಸಾವಿರಕ್ಕೂ ಹೆಚ್ಚು ಗುತ್ತಿಗೆದಾರರು ಪ್ರತಿಭಟನೆಯಲ್ಲಿ ಪಾಲ್ಗೊಂಡು ತಮ್ಮ ಹಕ್ಕೊತ್ತಾಯ ಮಂಡಿಸಿದರು.	[46, 1348, 303, 1499]
cm-portrait-photo	[618, 221, 910, 502]
bills-headline-2	[46, 1217, 1145, 1293]
dks-event-photo	[322, 1862, 880, 2203]
bills-headline-text-2b: ಗುತ್ತಿಗೆದಾರರ ಆಗ್ರಹ	[286, 1217, 694, 1292]
water-box-3	[884, 709, 1142, 914]
shivayogi-event-photo	[1164, 1543, 1475, 1706]
trump-byline: ಪ್ರಜಾ ನಾಯಕ ವಾಷಿಂಗ್ಟನ್	[1166, 656, 1288, 673]
person-icon	[1191, 846, 1297, 1012]
bills-col-4: ರಿಗೆ ಅನುಕೂಲವಾಗುವ ರೀತಿಯಲ್ಲಿ ಕ್ರಮ ಕೈಗೊಳ್ಳುತ್ತಿವೆ ಎಂದು ಆರೋಪಿಸಿದರು. ಇನ್ನು ಜಿಪಿಎ ವ್ಯಾಪ್ತಿಯ ಗುತ್ತಿಗೆದಾರರ ಸಂಘದ ಅಧ್ಯಕ್ಷ ಕೆ.ಟಿ ಮಂಜುನಾಥ್ ಮಾತನಾಡಿ ಜಿಪಿಎ ವ್ಯಾಪ್ತಿಯಲ್ಲೂ ಭದ್ರತಾ ಠೇವಣಿಯಾಗಿ ಶೇ.10ರಷ್ಟು ಕಡಿತಗೊಂಡ ಹಣವನ್ನು ಬಿಡುಗಡೆ ಮಾಡಬೇಕು. ರಾಜ್ಯ ಸರ್ಕಾರ ತಕ್ಷಣವೇ ಗುತ್ತಿಗೆದಾರರಿಗೆ ಸಭೆ ನಡೆಸಿ ಬಾಕಿ ಹಣ ಬಿಡುಗಡೆ ಮಾಡಬೇಕು. ಸಂಘದ ಪದಾಧಿಕಾರಿಗಳಾದ ಜೆ.ಎಂ.ಗಂಗಾಧರ ಮತ್ತಿತರರು.	[853, 1322, 1142, 1473]
bills-headline-text-2a: ಬಿಡುಗಡೆಗೆ	[46, 1217, 264, 1292]
water-box-2	[599, 709, 868, 933]
water-sub-2: ನೀರು ತಪಾಸಣೆ ಅಸಮಾಧಾನ	[604, 714, 744, 732]
gathering-icon	[1183, 1557, 1456, 1694]
inspection-icon	[375, 736, 527, 933]
lead-col-5: ಮತ್ತು ಶಂಕುಸ್ಥಾಪನೆ ನಡೆಯಲಿದೆ. ಹೀಗಾಗಿ ಆಯಾ ಇಲಾಖೆಯ ಅಧಿಕಾರಿಗಳು ಅಮಂತ್ರಣ ಪತ್ರಿಕೆಯನ್ನು ಶಿಷ್ಟಾಚಾರದಂತೆ ಮುದ್ರಿಸಿ ಚುನಾಯಿತ ಜನಪ್ರತಿನಿಧಿಗಳಿಗೆ ಮತ್ತು ಇಲಾಖೆಯ ಸಚಿವರು ಮತ್ತು ಹಿರಿಯ ಅಧಿಕಾರಿಗಳಿಗೆ ತಲುಪಿಸಬೇಕು. ಸಚಿವರು ಮತ್ತು ಇಲಾಖೆಯ ಹಿರಿಯ ಅಧಿಕಾರಿಗಳು ಕಾರ್ಯಕ್ರಮಕ್ಕೆ ಆಗಮಿಸಿದಲ್ಲಿ ಸಂಬಂಧಪಟ್ಟ ಇಲಾಖೆಗಳ ಅಧಿಕಾರಿಗಳು ಲೈಸನ್ ಅಧಿಕಾರಿಯಾಗಿ ಕಾರ್ಯನಿರ್ವಹಿಸಬೇಕು ಎಂದರು. ಸಭೆಯಲ್ಲಿ ಜಿಲ್ಲಾ ಪಂಚಾಯತ್ ಸಿ.ಇ.ಒ ಭಂವರ್ ಸಿಂಗ್ ಮೀನಾ, ಎಸ್.ಪಿ. ಅಡ್ಡೂರು ಶ್ರೀನಿವಾಸಲು, ಅಪರ ಜಿಲ್ಲಾಧಿಕಾರಿ ರಾಯಪ್ಪ ಹುಣಸಗಿ, ಸಹಾಯಕ ಆಯುಕ್ತರಾದ ಸಾಹಿತ್ಯ ಅಲದಕಟ್ಟಿ, ಪ್ರಭುರೆಡ್ಡಿ, ಚಿತ್ತಾಪುರ ತಹಸೀಲ್ದಾರ್ ನಾಗಯ್ಯ ಹಿರೇಮಠ ಸೇರಿದಂತೆ ಇತರೆ ಜಿಲ್ಲಾ ಮಟ್ಟದ ಅಧಿಕಾರಿಗಳು ಭಾಗವಹಿಸಿದ್ದರು.	[1206, 224, 1471, 531]
shivayogi-body: ನಗರದಲ್ಲಿ ಶ್ರೀ ಮದ್ವಾಣೀಶ್ವರ ಮಠದಲ್ಲಿ ಮೂರನೇ ದಿನದ ಪುರಾಣ ಮಂಟಪದಲ್ಲಿ ಅಥಣಿ ಶಿವಯೋಗಿಗಳ ತೊಟ್ಟಿಲು ಕಾರ್ಯಕ್ರಮವು ಅದ್ದೂರಿಯಾಗಿ ನಡೆಯಿತು ಈ ಕಾರ್ಯಕ್ರಮದಲ್ಲಿ	[1164, 1451, 1475, 1512]
dks-col-5: ನಾವು ಮಾಡಬೇಕು. ನೀವು ನಮ್ಮನ್ನು ಬಿಡಂಗಿಲ್ಲ, ನಾವು ನಿಮ್ಮನ್ನು ಬಿಡಂಗಿಲ್ಲ. ಮುಂದಿನ ಯೋಜನೆ ಬಗ್ಗೆ ಚರ್ಚೆ ಮಾಡುವುದರಿಂದ ಯಾವುದೇ ಪ್ರಯೋಜನವಿಲ್ಲ. ನೀವು ನಮ್ಮ ಬಳಿ ಬಂದು ಚರ್ಚೆ ಮಾಡಿ, ಯಾವ ರೀತಿ ಹಣ ಹೊಂದಿಸಿ ಸಮಸ್ಯೆ ಬಗೆಹರಿಸಬೇಕು ನೋಡೋಣ. ನಿಮ್ಮ ಜತೆ ನಾವಿದ್ದೇವೆ ಎಂದು ಹೇಳಲು ನಾನು ಸತೀಶ್ ಜಾರಕಿಹೊಳಿ ಹಾಗೂ ಬೋಸರಾಜು ಅವರು ಬಂದಿದ್ದೇವೆ ಎಂದು ತಿಳಿಸಿದರು. 37,000 ಕೋಟಿ ರೂ ಬಾಕಿ ಪಾವತಿ ಮಾಡ್ತೀರೋ ಇಲ್ವೋ? ಸರ್ಕಾರಕ್ಕೆ ಕರ್ನಾಟಕ ಗುತ್ತಿಗೆದಾರರ ಸಂಘದ ಪ್ರತಿಭಟನೆ ಎಚ್ಚರಿಕೆ! ಸಚಿವರಾದ ಸತೀಶ್ ಜಾರಕಿಹೊಳಿ ಜೊತೆ ಗುತ್ತಿಗೆದಾರರ ಬೇಡಿಕೆ ಕುರಿತು ಸಭೆ ಮಾಡುವುದಾಗಿ ಡಿಕೆ ಶಿವಕುಮಾರ್ ಹೇಳಿದರು.	[1198, 1864, 1479, 2127]
shivayogi-story	[1157, 1392, 1483, 1782]
dks-col-2: ಮಾತ್ರವಲ್ಲ ರಾಜ್ಯದ ಬದುಕಿಗೆ ಸಹಾಯ ಮಾಡುತ್ತಿದ್ದೀರಿ. ನಮ್ಮ ಸರ್ಕಾರ ತಂದಿದ್ದೀರಿ ಮಾಡುತ್ತಾರೆ ಎಂಬುದು ನಮ್ಮ ಉದ್ದೇಶವಲ್ಲ. ನಿಮ್ಮ ಉದ್ದೇಶದ ಮಾರುತ್ತಾರೆ ಎಂಬುದು	[322, 2213, 580, 2275]
water-intro: ಪಟ್ಟಣಕ್ಕೆ ಪೂರೈಕೆಯಾಗುತ್ತಿರುವ ಹಾಲಹಳ್ಳಿ ಸಮೀಪದ ನೀರು ಶುದ್ಧೀಕರಣ ಘಟಕಕ್ಕೆ ಔರಾದ್ ಸಿವಿಲ್ ಕೋರ್ಟ್ ಹಿರಿಯ ನ್ಯಾಯಾಧೀಶ ಹಾಜಿ ಹುಸೇನ್‌ಸಾಬ್ ಯಾದವಾಡ ಅವರು ಭೇಟಿ ನೀಡಿ ಪರಿಶೀಲನೆ ನಡೆಸಿದರು.	[46, 749, 303, 834]
